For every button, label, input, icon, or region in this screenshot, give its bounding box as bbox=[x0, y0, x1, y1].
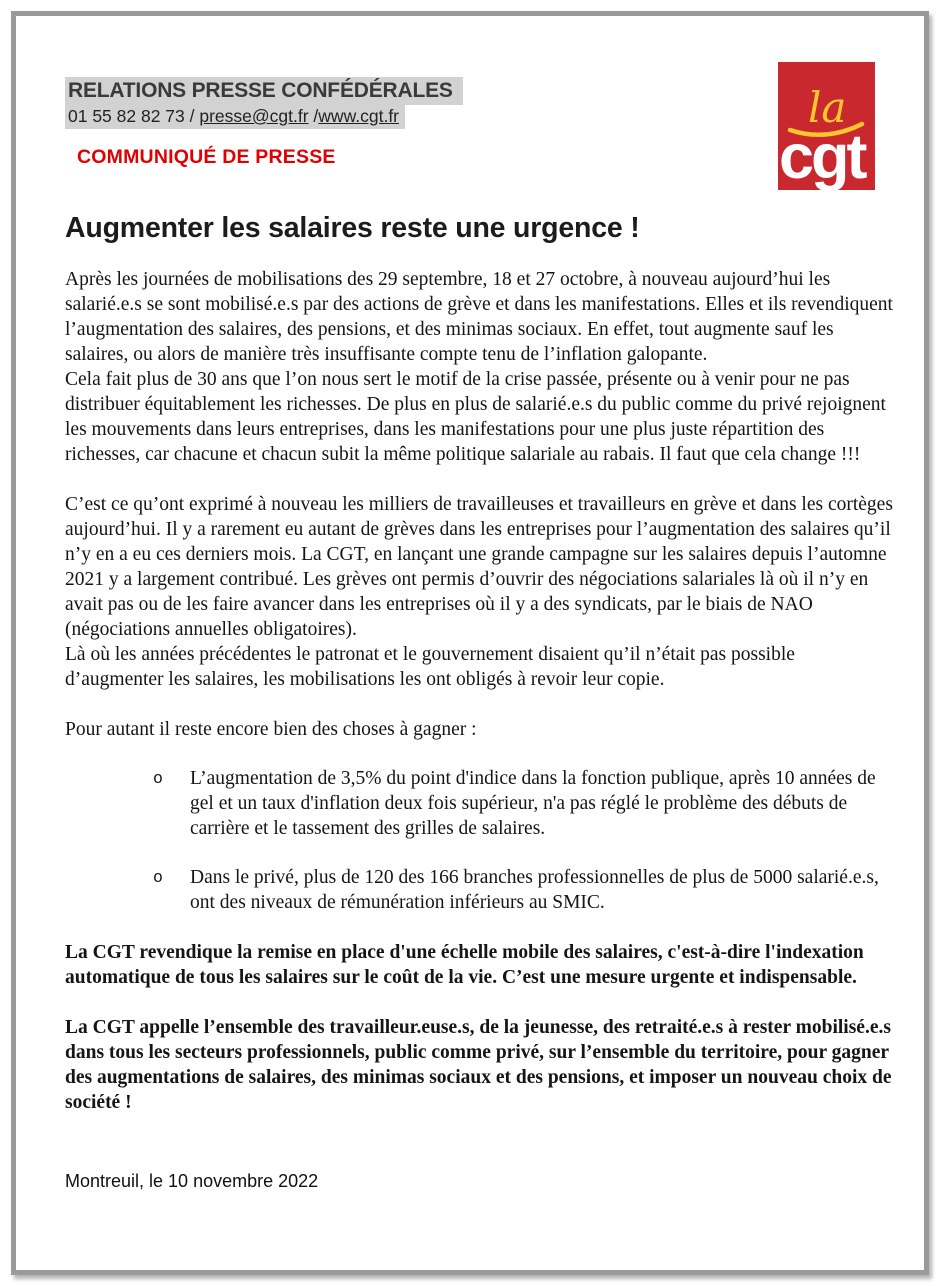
document-body bbox=[65, 267, 896, 1115]
dateline: Montreuil, le 10 novembre 2022 bbox=[65, 1171, 319, 1191]
bullet-text: Dans le privé, plus de 120 des 166 branches professionnelles de plus de 5000 salarié.e.s, ont des niveaux de rémunération inférieurs au SMIC. bbox=[190, 867, 879, 913]
bullet-item bbox=[65, 865, 896, 915]
logo-la-text: la bbox=[808, 83, 847, 132]
list-intro: Pour autant il reste encore bien des choses à gagner : bbox=[65, 719, 477, 740]
document-title: Augmenter les salaires reste une urgence ! bbox=[65, 212, 640, 244]
logo-cgt-text: cgt bbox=[779, 122, 865, 190]
separator: / bbox=[308, 106, 319, 126]
department-title: RELATIONS PRESSE CONFÉDÉRALES bbox=[65, 77, 463, 105]
bullet-item bbox=[65, 766, 896, 841]
bullet-marker: o bbox=[153, 769, 163, 788]
paragraph: Après les journées de mobilisations des 29 septembre, 18 et 27 octobre, à nouveau aujourd’hui les salarié.e.s se sont mobilisé.e.s par des actions de grève et dans les manifestations. Elles et ils revendiquent l’augmentation des salaires, des pensions, et des minimas sociaux. En effet, tout augmente sauf les salaires, ou alors de manière très insuffisante compte tenu de l’inflation galopante. bbox=[65, 269, 893, 365]
communique-label: COMMUNIQUÉ DE PRESSE bbox=[77, 146, 336, 168]
separator: / bbox=[184, 106, 200, 126]
phone-number: 01 55 82 82 73 bbox=[68, 106, 185, 126]
paragraph: C’est ce qu’ont exprimé à nouveau les milliers de travailleuses et travailleurs en grève et dans les cortèges aujourd’hui. Il y a rarement eu autant de grèves dans les entreprises pour l’augmentation des salaires qu’il n’y en a eu ces derniers mois. La CGT, en lançant une grande campagne sur les salaires depuis l’automne 2021 y a largement contribué. Les grèves ont permis d’ouvrir des négociations salariales là où il n’y en avait pas ou de les faire avancer dans les entreprises où il y a des syndicats, par le biais de NAO (négociations annuelles obligatoires). bbox=[65, 494, 893, 640]
bullet-text: L’augmentation de 3,5% du point d'indice dans la fonction publique, après 10 années de gel et un taux d'inflation deux fois supérieur, n'a pas réglé le problème des débuts de carrière et le tassement des grilles de salaires. bbox=[190, 768, 876, 839]
website-link[interactable]: www.cgt.fr bbox=[318, 106, 400, 126]
paragraph: Là où les années précédentes le patronat et le gouvernement disaient qu’il n’était pas possible d’augmenter les salaires, les mobilisations les ont obligés à revoir leur copie. bbox=[65, 644, 795, 690]
paragraph: Cela fait plus de 30 ans que l’on nous sert le motif de la crise passée, présente ou à venir pour ne pas distribuer équitablement les richesses. De plus en plus de salarié.e.s du public comme du privé rejoignent les mouvements dans leurs entreprises, dans les manifestations pour une plus juste répartition des richesses, car chacune et chacun subit la même politique salariale au rabais. Il faut que cela change !!! bbox=[65, 369, 886, 465]
contact-line bbox=[65, 105, 405, 129]
press-release-page bbox=[11, 11, 929, 1275]
cgt-logo-image bbox=[778, 62, 875, 190]
bold-paragraph: La CGT appelle l’ensemble des travailleur.euse.s, de la jeunesse, des retraité.e.s à rester mobilisé.e.s dans tous les secteurs professionnels, public comme privé, sur l’ensemble du territoire, pour gagner des augmentations de salaires, des minimas sociaux et des pensions, et imposer un nouveau choix de société ! bbox=[65, 1017, 892, 1113]
page-content bbox=[16, 16, 924, 1270]
press-header bbox=[65, 77, 876, 169]
bullet-marker: o bbox=[153, 868, 163, 887]
cgt-logo bbox=[778, 62, 875, 190]
bold-paragraph: La CGT revendique la remise en place d'une échelle mobile des salaires, c'est-à-dire l'indexation automatique de tous les salaires sur le coût de la vie. C’est une mesure urgente et indispensable. bbox=[65, 942, 864, 988]
email-link[interactable]: presse@cgt.fr bbox=[199, 106, 309, 126]
